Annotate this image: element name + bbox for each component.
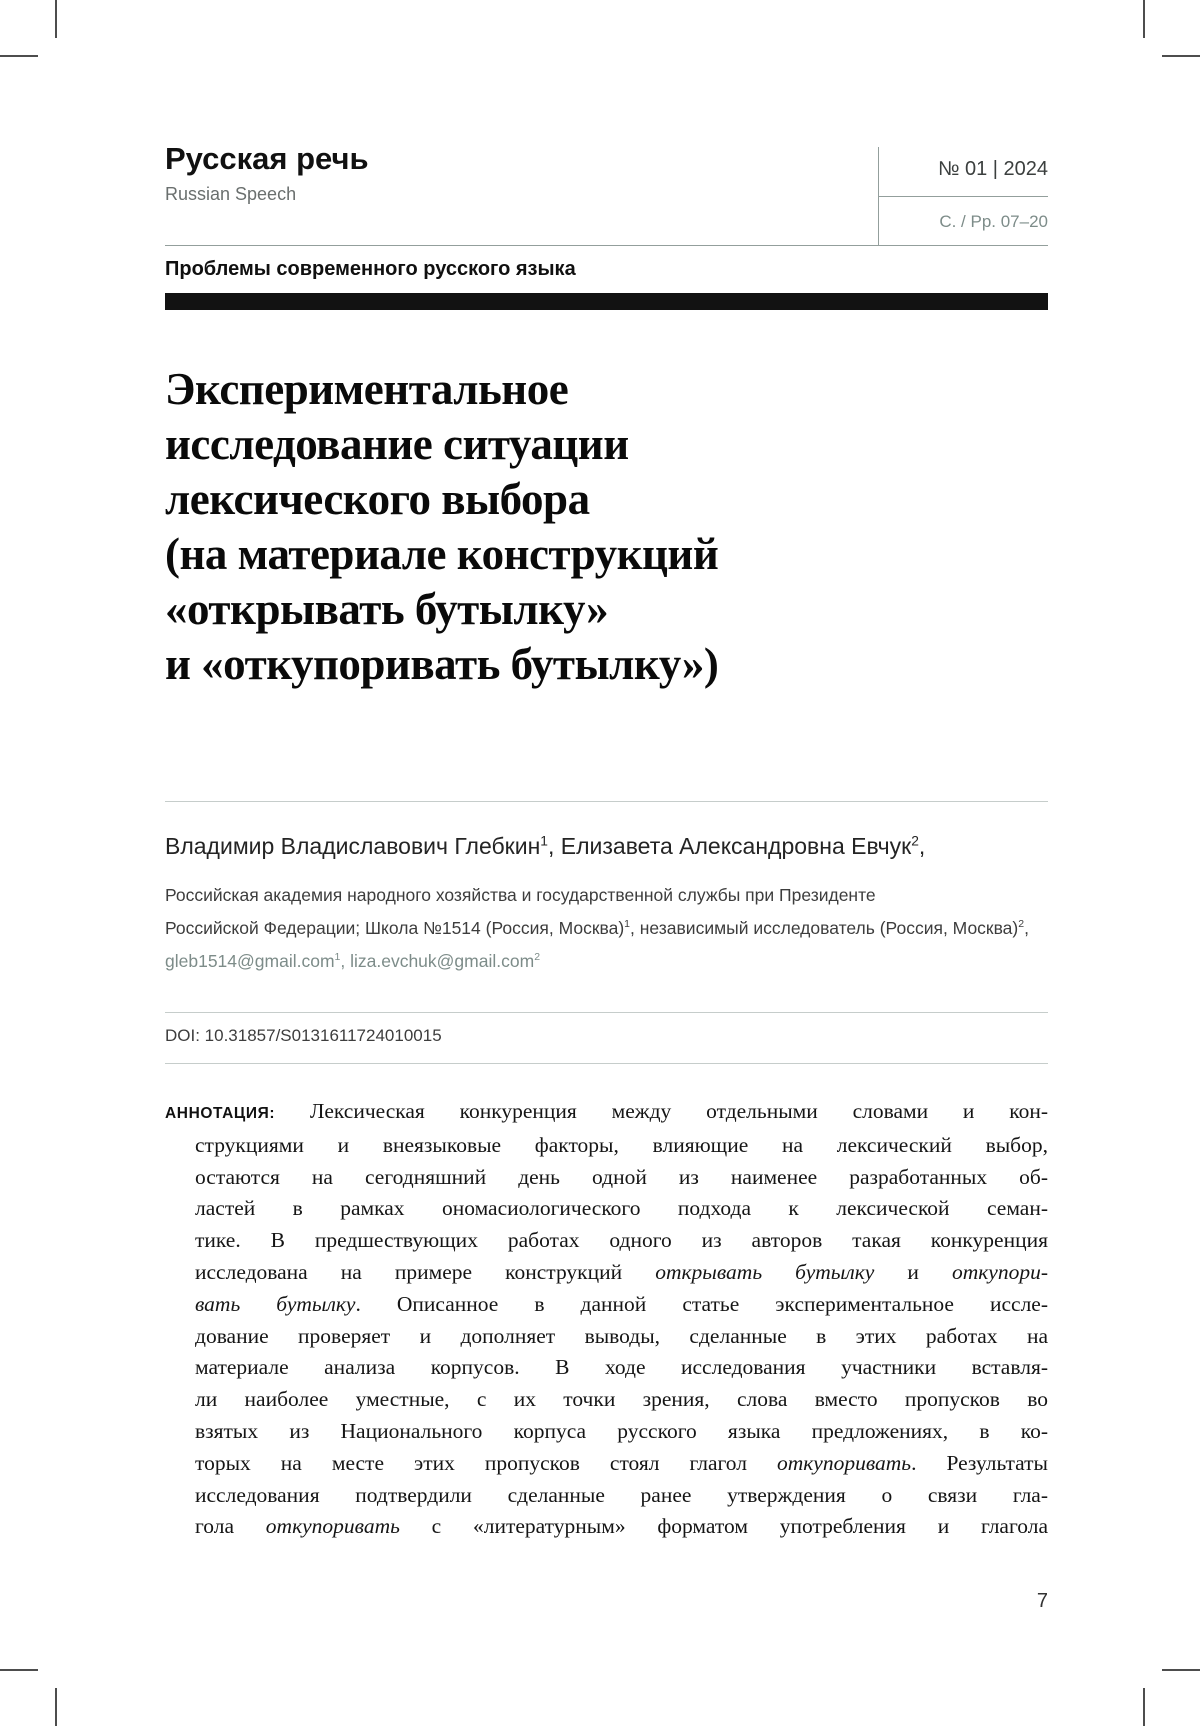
text-line bbox=[195, 1352, 1048, 1384]
doi-text: DOI: 10.31857/S0131611724010015 bbox=[165, 1026, 442, 1045]
text-line bbox=[165, 833, 1048, 860]
text-run: остаются на сегодняшний день одной из наименее разработанных об- bbox=[195, 1164, 1048, 1189]
text-line bbox=[195, 1448, 1048, 1480]
text-line bbox=[195, 1511, 1048, 1543]
text-run: Владимир Владиславович Глебкин bbox=[165, 833, 541, 859]
text-line bbox=[195, 1416, 1048, 1448]
text-line bbox=[165, 945, 1048, 978]
crop-mark bbox=[1143, 1688, 1145, 1726]
text-line bbox=[195, 1130, 1048, 1162]
masthead-divider bbox=[165, 245, 1048, 246]
text-run: вать бутылку bbox=[195, 1291, 356, 1316]
crop-mark bbox=[55, 1688, 57, 1726]
author-emails[interactable] bbox=[165, 945, 1048, 978]
text-line bbox=[195, 1162, 1048, 1194]
crop-mark bbox=[0, 55, 38, 57]
abstract-text bbox=[165, 1096, 1048, 1543]
journal-brand bbox=[165, 140, 369, 205]
superscript: 1 bbox=[624, 918, 630, 931]
article-title bbox=[165, 362, 1048, 692]
text-run: , bbox=[918, 833, 926, 859]
text-run: с «литературным» форматом употребления и глагола bbox=[399, 1514, 1048, 1539]
page-number: 7 bbox=[1036, 1590, 1048, 1612]
text-run: . Результаты bbox=[911, 1450, 1048, 1475]
text-run: материале анализа корпусов. В ходе исследования участники вставля- bbox=[195, 1355, 1048, 1380]
text-line bbox=[195, 1193, 1048, 1225]
text-run: тике. В предшествующих работах одного из авторов такая конкуренция bbox=[195, 1228, 1048, 1253]
text-run: исследована на примере конструкций bbox=[195, 1259, 656, 1284]
text-run: Лексическая конкуренция между отдельными словами и кон- bbox=[275, 1099, 1048, 1123]
text-run: лексического выбора bbox=[165, 474, 590, 524]
journal-subtitle: Russian Speech bbox=[165, 184, 297, 204]
superscript: 1 bbox=[540, 833, 548, 849]
section-heading: Проблемы современного русского языка bbox=[165, 258, 576, 280]
issue-number: № 01 | 2024 bbox=[879, 147, 1048, 197]
text-line bbox=[195, 1225, 1048, 1257]
superscript: 2 bbox=[1018, 918, 1025, 931]
journal-title: Русская речь bbox=[165, 141, 369, 176]
text-run: Российская академия народного хозяйства и государственной службы при Президенте bbox=[165, 885, 876, 905]
text-line bbox=[165, 362, 1048, 417]
text-line bbox=[165, 472, 1048, 527]
text-line bbox=[165, 879, 1048, 912]
text-line bbox=[195, 1257, 1048, 1289]
text-line bbox=[165, 527, 1048, 582]
text-line bbox=[195, 1480, 1048, 1512]
abstract-label: АННОТАЦИЯ: bbox=[165, 1105, 276, 1122]
text-run: Экспериментальное bbox=[165, 364, 569, 414]
text-run: , Елизавета Александровна Евчук bbox=[547, 833, 912, 859]
text-run: , bbox=[1024, 918, 1029, 938]
text-run[interactable]: , liza.evchuk@gmail.com bbox=[340, 951, 535, 971]
text-run: ли наиболее уместные, с их точки зрения, слова вместо пропусков во bbox=[195, 1387, 1048, 1412]
superscript: 2 bbox=[911, 833, 919, 849]
text-run: торых на месте этих пропусков стоял глагол bbox=[195, 1450, 777, 1475]
text-run: струкциями и внеязыковые факторы, влияющие на лексический выбор, bbox=[195, 1132, 1048, 1157]
crop-mark bbox=[1162, 1669, 1200, 1671]
text-run: (на материале конструкций bbox=[165, 529, 719, 579]
divider bbox=[165, 801, 1048, 802]
text-run: исследование ситуации bbox=[165, 419, 629, 469]
page-range: С. / Pp. 07–20 bbox=[939, 212, 1048, 231]
divider bbox=[165, 1012, 1048, 1013]
text-line bbox=[195, 1384, 1048, 1416]
text-run: дование проверяет и дополняет выводы, сделанные в этих работах на bbox=[195, 1323, 1048, 1348]
crop-mark bbox=[0, 1669, 38, 1671]
text-line bbox=[165, 582, 1048, 637]
text-run: гола bbox=[195, 1514, 266, 1539]
text-run[interactable]: gleb1514@gmail.com bbox=[165, 951, 335, 971]
text-run: , независимый исследователь (Россия, Москва) bbox=[630, 918, 1019, 938]
crop-mark bbox=[1143, 0, 1145, 38]
issue-box bbox=[878, 147, 1048, 245]
text-run: взятых из Национального корпуса русского языка предложениях, в ко- bbox=[195, 1418, 1048, 1443]
text-line bbox=[165, 1096, 1048, 1130]
text-run: откупоривать bbox=[776, 1450, 912, 1475]
author-names bbox=[165, 833, 1048, 860]
text-line bbox=[165, 912, 1048, 945]
text-line bbox=[195, 1289, 1048, 1321]
divider bbox=[165, 1063, 1048, 1064]
text-run: открывать бутылку bbox=[655, 1259, 875, 1284]
superscript[interactable]: 1 bbox=[334, 951, 341, 964]
text-line bbox=[195, 1321, 1048, 1353]
text-run: исследования подтвердили сделанные ранее утверждения о связи гла- bbox=[195, 1482, 1048, 1507]
text-run: ластей в рамках ономасиологического подхода к лексической семан- bbox=[195, 1196, 1048, 1221]
text-run: . Описанное в данной статье экспериментальное иссле- bbox=[355, 1291, 1048, 1316]
text-line bbox=[165, 637, 1048, 692]
author-affiliation bbox=[165, 879, 1048, 945]
superscript[interactable]: 2 bbox=[534, 951, 541, 964]
section-bar bbox=[165, 293, 1048, 310]
text-line bbox=[165, 417, 1048, 472]
text-run: откупори- bbox=[951, 1259, 1048, 1284]
text-run: откупоривать bbox=[265, 1514, 400, 1539]
text-run: и bbox=[874, 1259, 952, 1284]
text-run: и «откупоривать бутылку») bbox=[165, 639, 719, 689]
text-run: «открывать бутылку» bbox=[165, 584, 609, 634]
crop-mark bbox=[1162, 55, 1200, 57]
crop-mark bbox=[55, 0, 57, 38]
text-run: Российской Федерации; Школа №1514 (Россия, Москва) bbox=[165, 918, 625, 938]
